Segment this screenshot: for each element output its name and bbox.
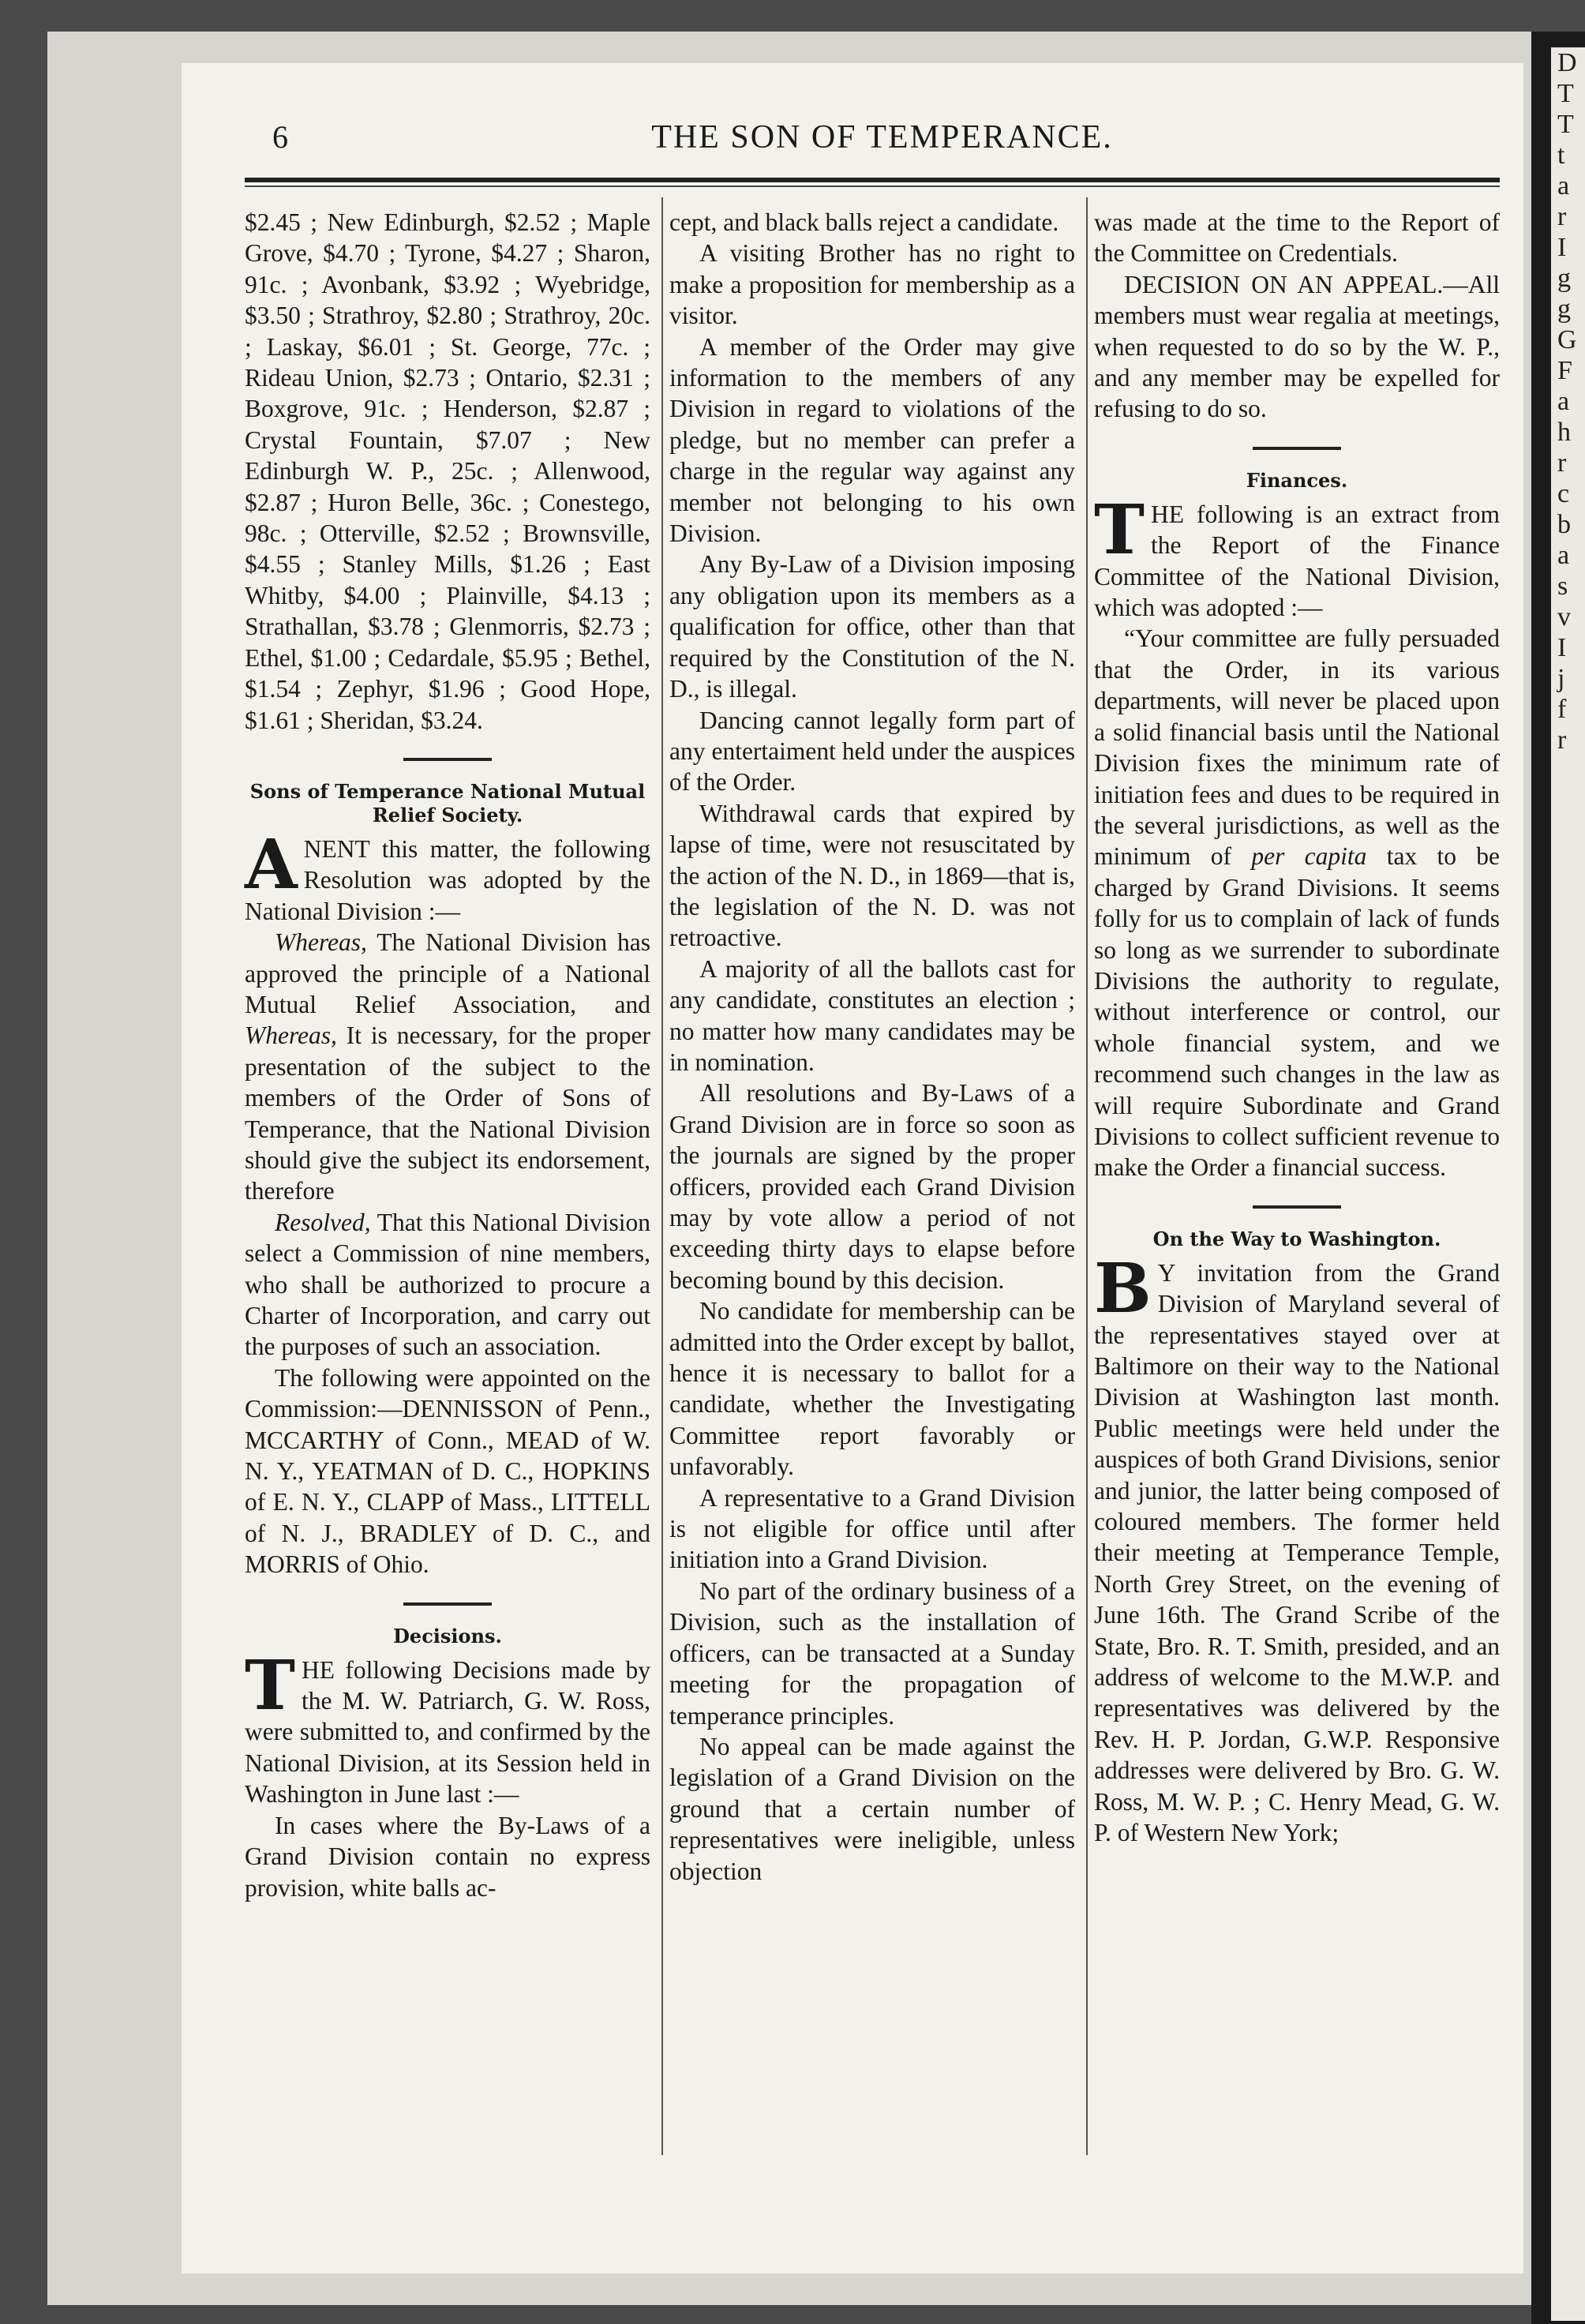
finances-paragraph: THE following is an extract from the Report of the Finance Committee of the National Division, which was adopted :— <box>1094 489 1500 622</box>
decision-item: A member of the Order may give information to the members of any Division in regard to violations of the pledge, but no member can prefer a charge in the regular way against any member not belonging to his own Division. <box>669 332 1075 548</box>
appeal-paragraph: DECISION ON AN APPEAL.—All members must wear regalia at meetings, when requested to do so by the W. P., and any member may be expelled for refusing to do so. <box>1094 270 1500 423</box>
drop-cap: T <box>245 1645 295 1726</box>
section-title-relief: Sons of Temperance National Mutual Relief Society. <box>249 779 646 827</box>
whereas-paragraph: Whereas, The National Division has approved the principle of a National Mutual Relief Association, and Whereas, It is necessary, for the proper presentation of the subject to the members of the Order of Sons of Temperance, that the National Division should give the subject its endorsement, therefore <box>245 928 650 1205</box>
decision-item: No appeal can be made against the legislation of a Grand Division on the ground that a certain number of representatives were ineligible, unless objection <box>669 1732 1075 1885</box>
drop-cap: B <box>1094 1248 1152 1329</box>
washington-paragraph: B Y invitation from the Grand Division of Maryland several of the representatives stayed over at Baltimore on their way to the National Division at Washington last month. Public meetings were held under the auspices of both Grand Divisions, senior and junior, the latter being composed of coloured members. The former held their meeting at Temperance Temple, North Grey Street, on the evening of June 16th. The Grand Scribe of the State, Bro. R. T. Smith, presided, and an address of welcome to the M.W.P. and representatives was delivered by the Rev. H. P. Jordan, G.W.P. Responsive addresses were delivered by Bro. G. W. Ross, M. W. P. ; C. Henry Mead, G. W. P. of Western New York; <box>1094 1248 1500 1847</box>
header-rule <box>245 178 1500 182</box>
decision-item: A majority of all the ballots cast for any candidate, constitutes an election ; no matter how many candidates may be in nomination. <box>669 954 1075 1076</box>
section-rule <box>403 1602 492 1606</box>
appeal-heading: DECISION ON AN APPEAL. <box>1124 270 1444 298</box>
column-divider <box>1086 197 1088 2155</box>
decision-item: No candidate for membership can be admitted into the Order except by ballot, hence it is necessary to ballot for a candidate, whether the Investigating Committee report favorably or unfavorably. <box>669 1297 1075 1481</box>
decision-item: cept, and black balls reject a candidate. <box>669 208 1059 236</box>
section-title-decisions: Decisions. <box>393 1624 502 1647</box>
relief-paragraph: ANENT this matter, the following Resolution was adopted by the National Division :— <box>245 824 650 925</box>
decision-item: All resolutions and By-Laws of a Grand Division are in force so soon as the journals are signed by the proper officers, provided each Grand Division may by vote allow a period of not exceeding thirty days to elapse before becoming bound by this decision. <box>669 1079 1075 1294</box>
page-number: 6 <box>272 119 289 155</box>
section-rule <box>1253 1205 1341 1209</box>
division-receipts-list: $2.45 ; New Edinburgh, $2.52 ; Maple Grove, $4.70 ; Tyrone, $4.27 ; Sharon, 91c. ; Avonbank, $3.92 ; Wyebridge, $3.50 ; Strathroy, $2.80 ; Strathroy, 20c. ; Laskay, $6.01 ; St. George, 77c. ; Rideau Union, $2.73 ; Ontario, $2.31 ; Boxgrove, 91c. ; Henderson, $2.87 ; Crystal Fountain, $7.07 ; New Edinburgh W. P., 25c. ; Allenwood, $2.87 ; Huron Belle, 36c. ; Conestego, 98c. ; Otterville, $2.52 ; Brownsville, $4.55 ; Stanley Mills, $1.26 ; East Whitby, $4.00 ; Plainville, $4.13 ; Strathallan, $3.78 ; Glenmorris, $2.73 ; Ethel, $1.00 ; Cedardale, $5.95 ; Bethel, $1.54 ; Zephyr, $1.96 ; Good Hope, $1.61 ; Sheridan, $3.24. <box>245 208 650 734</box>
drop-cap: T <box>1094 489 1145 570</box>
column-1 <box>245 207 650 1903</box>
committee-quote: “Your committee are fully persuaded that the Order, in its various departments, will never be placed upon a solid financial basis until the National Division fixes the minimum rate of initiation fees and dues to be required in the several jurisdictions, as well as the minimum of per capita tax to be charged by Grand Divisions. It seems folly for us to complain of lack of funds so long as we surrender to subordinate Divisions the authority to regulate, without interference or control, our whole financial system, and we recommend such changes in the law as will require Subordinate and Grand Divisions to collect sufficient revenue to make the Order a financial success. <box>1094 624 1501 1182</box>
decision-item: Dancing cannot legally form part of any entertaiment held under the auspices of the Order. <box>669 706 1075 797</box>
section-rule <box>403 758 492 761</box>
next-page-fragment: D T T t a r I g g G F a h r c b a s v I j f r <box>1557 48 1577 755</box>
decisions-paragraph: THE following Decisions made by the M. W. Patriarch, G. W. Ross, were submitted to, and confirmed by the National Division, at its Session held in Washington in June last :— <box>245 1645 650 1809</box>
column-2 <box>669 207 1075 1887</box>
decision-item: No part of the ordinary business of a Division, such as the installation of officers, can be transacted at a Sunday meeting for the propagation of temperance principles. <box>669 1576 1075 1730</box>
section-rule <box>1253 447 1341 450</box>
decision-item: A representative to a Grand Division is not eligible for office until after initiation into a Grand Division. <box>669 1483 1075 1574</box>
column-divider <box>661 197 663 2155</box>
decision-item: Any By-Law of a Division imposing any obligation upon its members as a qualification for office, other than that required by the Constitution of the N. D., is illegal. <box>669 550 1075 703</box>
section-title-finances: Finances. <box>1246 468 1348 492</box>
section-title-washington: On the Way to Washington. <box>1152 1227 1441 1250</box>
drop-cap: A <box>245 824 298 905</box>
decision-item: Withdrawal cards that expired by lapse of time, were not resuscitated by the action of the N. D., in 1869—that is, the legislation of the N. D. was not retroactive. <box>669 799 1075 952</box>
decision-item: A visiting Brother has no right to make a proposition for membership as a visitor. <box>669 239 1075 330</box>
decision-item: In cases where the By-Laws of a Grand Division contain no express provision, white balls ac- <box>245 1811 650 1902</box>
page-header <box>272 118 1492 166</box>
commission-paragraph: The following were appointed on the Commission:—DENNISSON of Penn., MCCARTHY of Conn., MEAD of W. N. Y., YEATMAN of D. C., HOPKINS of E. N. Y., CLAPP of Mass., LITTELL of N. J., BRADLEY of D. C., and MORRIS of Ohio. <box>245 1363 650 1579</box>
next-page-edge <box>1551 47 1585 2321</box>
journal-title: THE SON OF TEMPERANCE. <box>651 119 1113 156</box>
resolved-paragraph: Resolved, That this National Division select a Commission of nine members, who shall be authorized to procure a Charter of Incorporation, and carry out the purposes of such an association. <box>245 1208 650 1361</box>
column-3 <box>1094 207 1500 1849</box>
header-rule-thin <box>245 186 1500 187</box>
decision-item: was made at the time to the Report of the Committee on Credentials. <box>1094 208 1500 268</box>
